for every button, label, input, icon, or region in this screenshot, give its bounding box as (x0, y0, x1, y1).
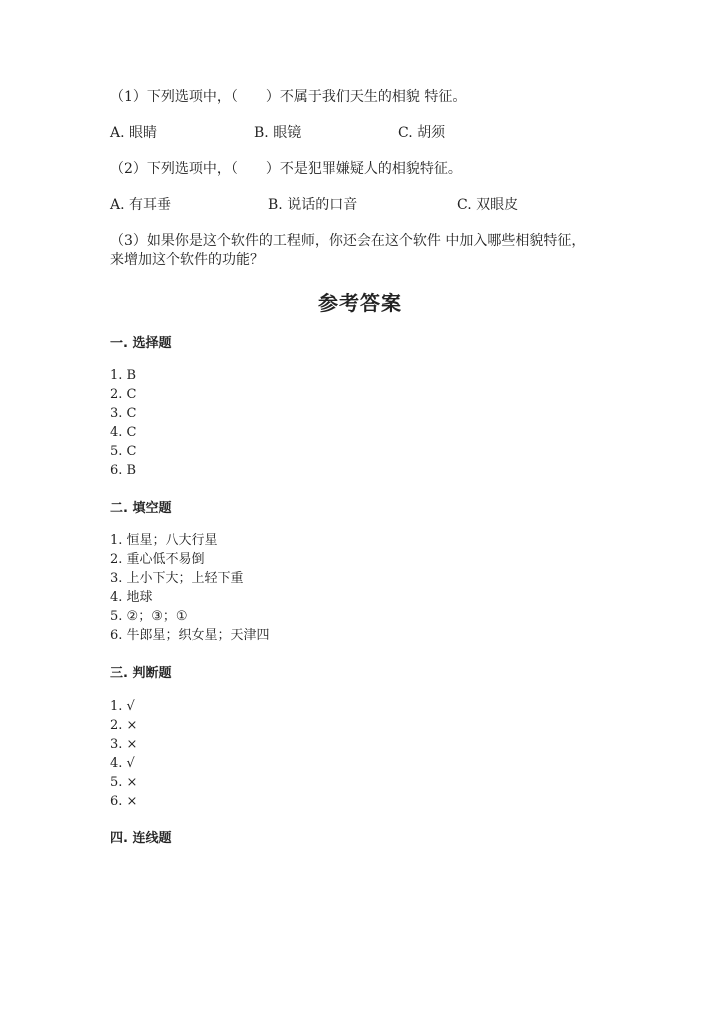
question-2-option-c: C. 双眼皮 (457, 197, 519, 213)
question-1-text: （1）下列选项中，（ ）不属于我们天生的相貌 特征。 (110, 89, 467, 105)
answers-title: 参考答案 (318, 291, 402, 315)
section-2-item: 1. 恒星；八大行星 (110, 533, 218, 548)
section-1-item: 6. B (110, 463, 137, 478)
section-1-item: 2. C (110, 387, 137, 402)
question-2-option-b: B. 说话的口音 (268, 197, 358, 213)
section-1-item: 4. C (110, 425, 137, 440)
section-1-item: 1. B (110, 368, 137, 383)
question-3-line-2: 来增加这个软件的功能？ (110, 252, 264, 268)
section-1-item: 3. C (110, 406, 137, 421)
section-1-item: 5. C (110, 444, 137, 459)
section-2-title: 二. 填空题 (110, 501, 172, 516)
section-3-item: 3. × (110, 737, 138, 752)
question-1-option-a: A. 眼睛 (110, 125, 158, 141)
section-2-item: 6. 牛郎星；织女星；天津四 (110, 628, 270, 643)
question-1-option-c: C. 胡须 (398, 125, 446, 141)
section-1-title: 一. 选择题 (110, 336, 172, 351)
section-3-item: 4. √ (110, 756, 135, 771)
section-3-item: 6. × (110, 794, 138, 809)
section-3-title: 三. 判断题 (110, 666, 172, 681)
section-3-item: 5. × (110, 775, 138, 790)
section-3-item: 2. × (110, 718, 138, 733)
question-2-text: （2）下列选项中，（ ）不是犯罪嫌疑人的相貌特征。 (110, 161, 462, 177)
question-1-option-b: B. 眼镜 (254, 125, 302, 141)
section-2-item: 2. 重心低不易倒 (110, 552, 205, 567)
section-2-item: 5. ②；③；① (110, 609, 188, 624)
section-2-item: 4. 地球 (110, 590, 153, 605)
section-3-item: 1. √ (110, 699, 135, 714)
section-4-title: 四. 连线题 (110, 831, 172, 846)
question-2-option-a: A. 有耳垂 (110, 197, 172, 213)
question-3-line-1: （3）如果你是这个软件的工程师，你还会在这个软件 中加入哪些相貌特征， (110, 233, 586, 249)
section-2-item: 3. 上小下大；上轻下重 (110, 571, 244, 586)
